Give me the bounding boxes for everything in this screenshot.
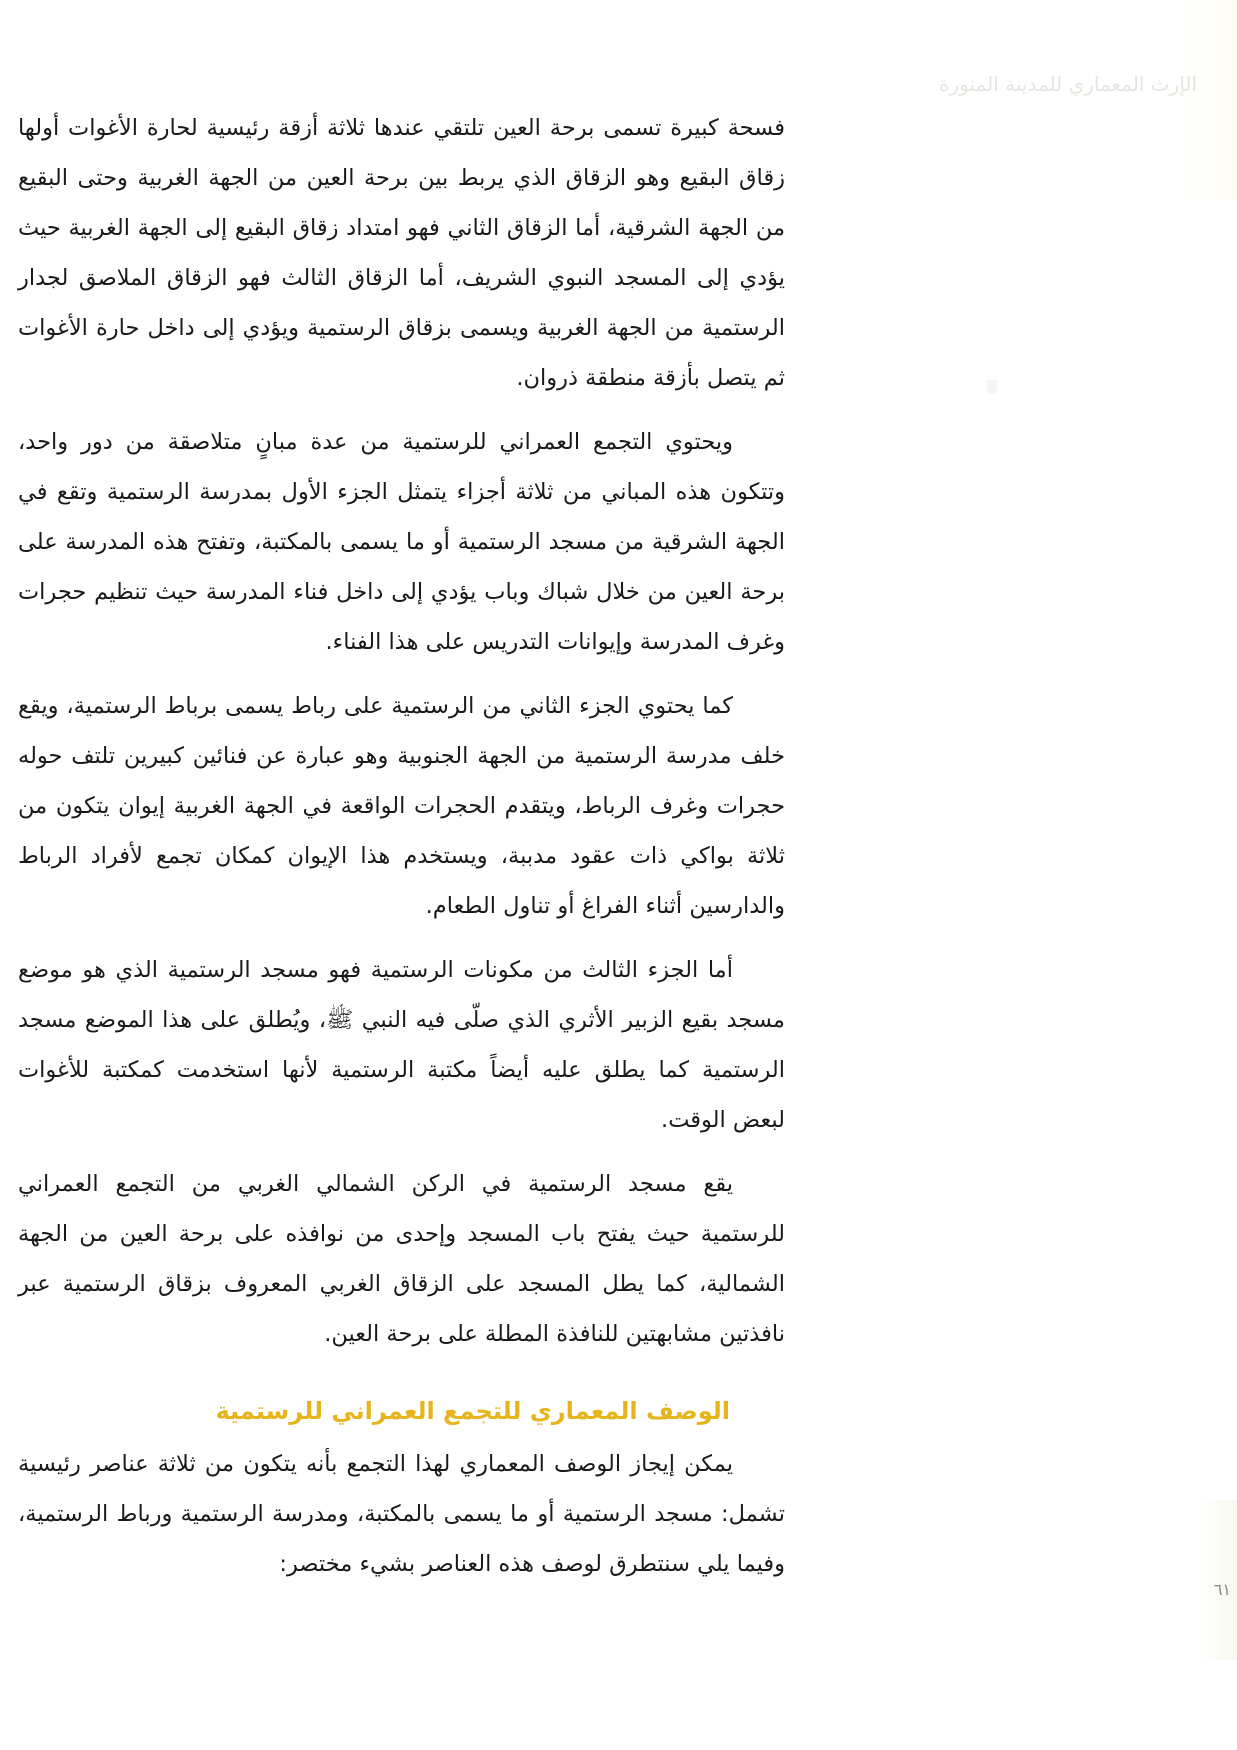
paragraph-5: يقع مسجد الرستمية في الركن الشمالي الغربي من التجمع العمراني للرستمية حيث يفتح باب المسجد وإحدى من نوافذه على برحة العين من الجهة الشمالية، كما يطل المسجد على الزقاق الغربي المعروف بزقاق الرستمية عبر نافذتين مشابهتين للنافذة المطلة على برحة العين. bbox=[18, 1171, 785, 1347]
paragraph-2: ويحتوي التجمع العمراني للرستمية من عدة مبانٍ متلاصقة من دور واحد، وتتكون هذه المباني من ثلاثة أجزاء يتمثل الجزء الأول بمدرسة الرستمية وتقع في الجهة الشرقية من مسجد الرستمية أو ما يسمى بالمكتبة، وتفتح هذه المدرسة على برحة العين من خلال شباك وباب يؤدي إلى داخل فناء المدرسة حيث تنظيم حجرات وغرف المدرسة وإيوانات التدريس على هذا الفناء. bbox=[18, 429, 785, 655]
section-heading: الوصف المعماري للتجمع العمراني للرستمية bbox=[215, 1397, 730, 1425]
header-edge-decoration bbox=[1177, 0, 1237, 200]
running-header: الإرث المعماري للمدينة المنورة bbox=[939, 72, 1197, 96]
body-text-column bbox=[18, 103, 785, 1603]
paragraph-6: يمكن إيجاز الوصف المعماري لهذا التجمع بأنه يتكون من ثلاثة عناصر رئيسية تشمل: مسجد الرستمية أو ما يسمى بالمكتبة، ومدرسة الرستمية ورباط الرستمية، وفيما يلي سنتطرق لوصف هذه العناصر بشيء مختصر: bbox=[18, 1451, 785, 1577]
paragraph-1: فسحة كبيرة تسمى برحة العين تلتقي عندها ثلاثة أزقة رئيسية لحارة الأغوات أولها زقاق البقيع وهو الزقاق الذي يربط بين برحة العين من الجهة الغربية وحتى البقيع من الجهة الشرقية، أما الزقاق الثاني فهو امتداد زقاق البقيع إلى الجهة الغربية حيث يؤدي إلى المسجد النبوي الشريف، أما الزقاق الثالث فهو الزقاق الملاصق لجدار الرستمية من الجهة الغربية ويسمى بزقاق الرستمية ويؤدي إلى داخل حارة الأغوات ثم يتصل بأزقة منطقة ذروان. bbox=[18, 115, 785, 391]
paragraph-3: كما يحتوي الجزء الثاني من الرستمية على رباط يسمى برباط الرستمية، ويقع خلف مدرسة الرستمية من الجهة الجنوبية وهو عبارة عن فنائين كبيرين تلتف حوله حجرات وغرف الرباط، ويتقدم الحجرات الواقعة في الجهة الغربية إيوان يتكون من ثلاثة بواكي ذات عقود مدببة، ويستخدم هذا الإيوان كمكان تجمع لأفراد الرباط والدارسين أثناء الفراغ أو تناول الطعام. bbox=[18, 693, 785, 919]
margin-mark bbox=[987, 380, 997, 394]
paragraph-4: أما الجزء الثالث من مكونات الرستمية فهو مسجد الرستمية الذي هو موضع مسجد بقيع الزبير الأثري الذي صلّى فيه النبي ﷺ، ويُطلق على هذا الموضع مسجد الرستمية كما يطلق عليه أيضاً مكتبة الرستمية لأنها استخدمت كمكتبة للأغوات لبعض الوقت. bbox=[18, 957, 785, 1133]
page-number: ٦١ bbox=[1213, 1580, 1231, 1599]
